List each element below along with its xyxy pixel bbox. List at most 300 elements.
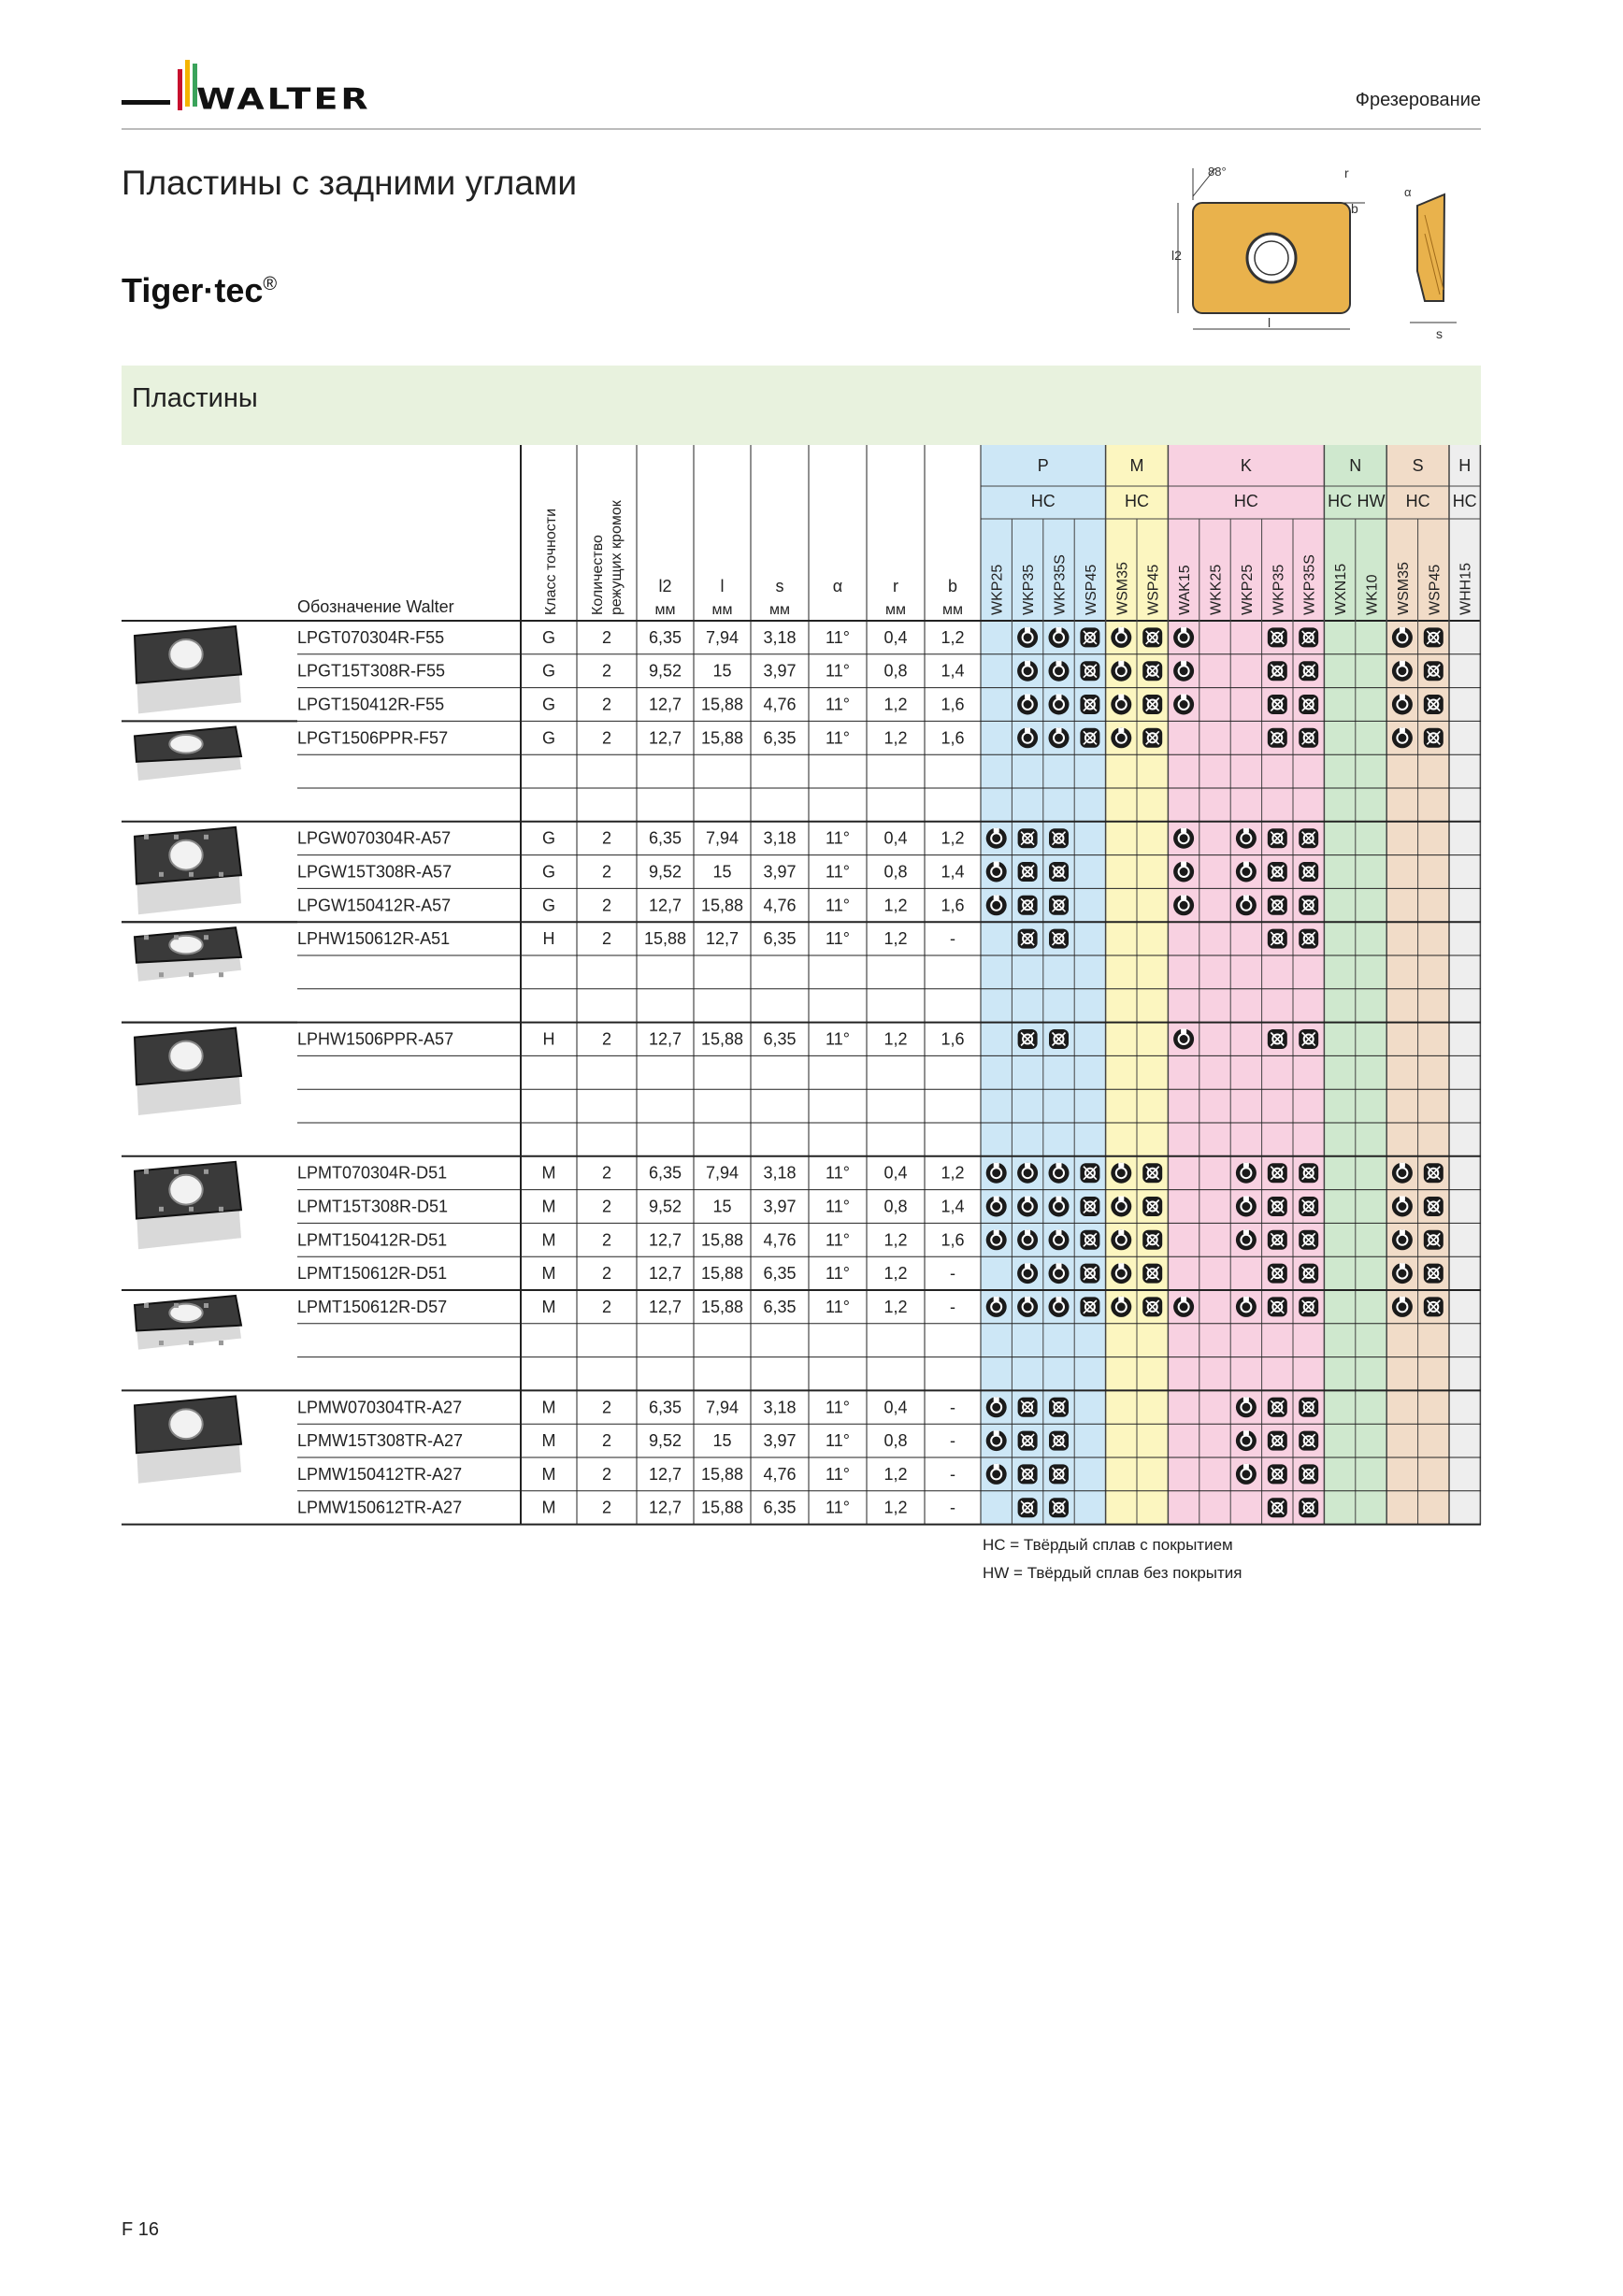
table-row: [297, 1465, 955, 1484]
main-use-icon: [1049, 1263, 1070, 1284]
insert-designation: LPGT070304R-F55: [297, 627, 445, 647]
cell-value: 1,2: [883, 1297, 908, 1316]
cell-value: G: [541, 896, 556, 915]
alternative-use-icon: [1299, 1464, 1318, 1484]
main-use-icon: [1049, 627, 1070, 648]
main-use-icon: [986, 1297, 1007, 1317]
cell-value: 12,7: [648, 896, 682, 915]
cell-value: 6,35: [648, 627, 682, 647]
alternative-use-icon: [1018, 896, 1038, 915]
main-use-icon: [1392, 1229, 1413, 1250]
alternative-use-icon: [1299, 1398, 1318, 1417]
alternative-use-icon: [1142, 728, 1162, 748]
cell-value: M: [541, 1264, 556, 1284]
main-use-icon: [1236, 1197, 1257, 1217]
main-use-icon: [1236, 1163, 1257, 1184]
cell-value: -: [950, 929, 955, 949]
main-use-icon: [1017, 1263, 1038, 1284]
table-row: [297, 1398, 955, 1416]
cell-value: 2: [601, 1029, 612, 1049]
col-header-l: l: [720, 577, 725, 596]
grade-header-wkp35s: WKP35S: [1301, 554, 1318, 615]
main-use-icon: [1173, 661, 1194, 682]
insert-designation: LPMT070304R-D51: [297, 1163, 448, 1183]
cell-value: -: [950, 1431, 955, 1451]
table-row: [297, 1164, 965, 1183]
cell-value: 6,35: [648, 1163, 682, 1183]
main-use-icon: [1049, 1163, 1070, 1184]
cell-value: 11°: [826, 896, 850, 915]
cell-value: 1,4: [941, 661, 965, 681]
table-row: [297, 628, 965, 647]
cell-value: 11°: [826, 661, 850, 681]
walter-logo-text: WALTER: [196, 82, 371, 117]
cell-value: 11°: [826, 1264, 850, 1284]
alternative-use-icon: [1299, 1230, 1318, 1250]
cell-value: 15,88: [700, 896, 744, 915]
diagram-alpha-label: α: [1404, 185, 1412, 199]
col-header-s: s: [775, 577, 784, 596]
alternative-use-icon: [1268, 1230, 1287, 1250]
cell-value: M: [541, 1498, 556, 1517]
diagram-angle-label: 88°: [1208, 165, 1227, 179]
col-header-l2: l2: [658, 577, 672, 596]
grade-header-wsm35: WSM35: [1395, 562, 1412, 615]
alternative-use-icon: [1018, 1029, 1038, 1049]
main-use-icon: [1392, 1263, 1413, 1284]
group-sub-hc: HC: [1328, 492, 1353, 510]
alternative-use-icon: [1018, 1431, 1038, 1451]
cell-value: 6,35: [763, 728, 797, 748]
alternative-use-icon: [1424, 728, 1443, 748]
cell-value: 11°: [826, 1297, 850, 1316]
table-row: [297, 929, 955, 948]
cell-value: 1,6: [941, 1029, 965, 1049]
cell-value: G: [541, 695, 556, 714]
product-line-name: Tiger·tec: [122, 271, 264, 309]
cell-value: 15,88: [700, 695, 744, 714]
cell-value: 3,18: [763, 1163, 797, 1183]
cell-value: 2: [601, 1297, 612, 1316]
alternative-use-icon: [1299, 929, 1318, 949]
cell-value: 11°: [826, 1498, 850, 1517]
cell-value: 11°: [826, 1197, 850, 1216]
group-label-N: N: [1349, 456, 1362, 475]
cell-value: 11°: [826, 1464, 850, 1484]
insert-designation: LPMW150612TR-A27: [297, 1498, 463, 1517]
alternative-use-icon: [1049, 1464, 1069, 1484]
insert-image: [135, 1162, 241, 1249]
cell-value: M: [541, 1297, 556, 1316]
cell-value: 3,97: [763, 1431, 797, 1451]
cell-value: 2: [601, 1230, 612, 1250]
main-use-icon: [1049, 727, 1070, 748]
table-row: [297, 728, 965, 747]
diagram-b-label: b: [1351, 201, 1358, 216]
cell-value: 12,7: [648, 1464, 682, 1484]
main-use-icon: [1049, 661, 1070, 682]
grade-header-wsp45: WSP45: [1427, 564, 1443, 615]
main-use-icon: [986, 1163, 1007, 1184]
main-use-icon: [1017, 695, 1038, 715]
cell-value: 15,88: [700, 1029, 744, 1049]
alternative-use-icon: [1268, 1297, 1287, 1316]
cell-value: 1,2: [883, 1464, 908, 1484]
cell-value: 2: [601, 1264, 612, 1284]
alternative-use-icon: [1049, 929, 1069, 949]
table-row: [297, 1298, 955, 1316]
insert-image: [135, 927, 241, 982]
cell-value: 11°: [826, 862, 850, 882]
cell-value: 2: [601, 929, 612, 949]
cell-value: 15,88: [700, 1230, 744, 1250]
cell-value: 2: [601, 1464, 612, 1484]
main-use-icon: [1017, 727, 1038, 748]
alternative-use-icon: [1049, 1398, 1069, 1417]
insert-image: [135, 1028, 241, 1115]
section-label: Фрезерование: [1355, 90, 1481, 110]
alternative-use-icon: [1299, 1297, 1318, 1316]
cell-value: 1,2: [883, 1498, 908, 1517]
alternative-use-icon: [1268, 862, 1287, 882]
cell-value: 15: [712, 1431, 732, 1451]
cell-value: M: [541, 1398, 556, 1417]
main-use-icon: [1392, 1197, 1413, 1217]
diagram-l2-label: l2: [1171, 248, 1182, 263]
col-header-unit: мм: [711, 602, 733, 618]
insert-designation: LPGT150412R-F55: [297, 695, 445, 714]
insert-designation: LPMW15T308TR-A27: [297, 1431, 464, 1451]
alternative-use-icon: [1299, 1029, 1318, 1049]
alternative-use-icon: [1049, 1431, 1069, 1451]
cell-value: 2: [601, 1197, 612, 1216]
cell-value: G: [541, 728, 556, 748]
page-number: F 16: [122, 2219, 160, 2240]
cell-value: 15,88: [700, 1498, 744, 1517]
main-use-icon: [1173, 862, 1194, 883]
cell-value: G: [541, 627, 556, 647]
cell-value: 2: [601, 1431, 612, 1451]
grade-header-wkp35s: WKP35S: [1052, 554, 1069, 615]
cell-value: 15,88: [700, 1297, 744, 1316]
cell-value: 0,4: [883, 828, 908, 848]
alternative-use-icon: [1268, 1498, 1287, 1517]
cell-value: 2: [601, 1498, 612, 1517]
cell-value: 11°: [826, 1163, 850, 1183]
alternative-use-icon: [1142, 1264, 1162, 1284]
grade-header-wxn15: WXN15: [1333, 563, 1350, 615]
cell-value: 15: [712, 1197, 732, 1216]
grade-header-wk10: WK10: [1364, 574, 1381, 615]
cell-value: 15: [712, 862, 732, 882]
cell-value: -: [950, 1398, 955, 1417]
insert-designation: LPHW1506PPR-A57: [297, 1029, 454, 1049]
cell-value: 9,52: [648, 1431, 682, 1451]
main-use-icon: [1236, 1430, 1257, 1451]
alternative-use-icon: [1018, 828, 1038, 848]
grade-header-wsp45: WSP45: [1145, 564, 1162, 615]
cell-value: 12,7: [648, 728, 682, 748]
legend-hc: HC = Твёрдый сплав с покрытием: [983, 1536, 1233, 1554]
alternative-use-icon: [1299, 862, 1318, 882]
group-sub-hc: HC: [1233, 492, 1258, 510]
cell-value: 1,4: [941, 1197, 965, 1216]
main-use-icon: [1236, 1229, 1257, 1250]
cell-value: 0,8: [883, 661, 908, 681]
alternative-use-icon: [1018, 929, 1038, 949]
group-sub-hw: HW: [1357, 492, 1386, 510]
cell-value: 12,7: [648, 695, 682, 714]
cell-value: 6,35: [648, 828, 682, 848]
main-use-icon: [1111, 1263, 1131, 1284]
main-use-icon: [1111, 661, 1131, 682]
cell-value: 0,8: [883, 862, 908, 882]
cell-value: 3,18: [763, 828, 797, 848]
cell-value: 1,2: [941, 828, 965, 848]
cell-value: 11°: [826, 1398, 850, 1417]
cell-value: 4,76: [763, 695, 797, 714]
main-use-icon: [1392, 627, 1413, 648]
main-use-icon: [986, 1229, 1007, 1250]
main-use-icon: [1173, 895, 1194, 915]
cell-value: 12,7: [648, 1230, 682, 1250]
cell-value: 12,7: [648, 1264, 682, 1284]
cell-value: 11°: [826, 695, 850, 714]
table-row: [297, 1431, 955, 1450]
group-sub-hc: HC: [1030, 492, 1056, 510]
cell-value: G: [541, 661, 556, 681]
cell-value: 6,35: [763, 1297, 797, 1316]
grade-header-wkp35: WKP35: [1021, 564, 1038, 615]
group-label-S: S: [1412, 456, 1424, 475]
cell-value: 2: [601, 1398, 612, 1417]
col-header-alpha: α: [832, 577, 843, 596]
alternative-use-icon: [1080, 1197, 1099, 1216]
main-use-icon: [1392, 1163, 1413, 1184]
table-row: [297, 896, 965, 914]
main-use-icon: [986, 1397, 1007, 1417]
alternative-use-icon: [1299, 1163, 1318, 1183]
alternative-use-icon: [1018, 862, 1038, 882]
alternative-use-icon: [1268, 929, 1287, 949]
main-use-icon: [1111, 1163, 1131, 1184]
cell-value: 1,2: [883, 896, 908, 915]
cell-value: 11°: [826, 728, 850, 748]
col-header-edges-2: режущих кромок: [609, 500, 625, 615]
alternative-use-icon: [1268, 1264, 1287, 1284]
alternative-use-icon: [1268, 695, 1287, 714]
table-row: [297, 1030, 965, 1049]
table-row: [297, 696, 965, 714]
cell-value: 15,88: [643, 929, 687, 949]
grade-header-wsp45: WSP45: [1083, 564, 1099, 615]
alternative-use-icon: [1142, 1197, 1162, 1216]
page-title: Пластины с задними углами: [122, 164, 578, 202]
cell-value: H: [542, 929, 555, 949]
insert-designation: LPMW150412TR-A27: [297, 1464, 463, 1484]
alternative-use-icon: [1080, 728, 1099, 748]
table-row: [297, 662, 965, 681]
col-header-unit: мм: [942, 602, 963, 618]
alternative-use-icon: [1424, 1230, 1443, 1250]
alternative-use-icon: [1268, 1197, 1287, 1216]
cell-value: 9,52: [648, 661, 682, 681]
cell-value: -: [950, 1264, 955, 1284]
alternative-use-icon: [1299, 661, 1318, 681]
cell-value: -: [950, 1464, 955, 1484]
alternative-use-icon: [1268, 1431, 1287, 1451]
group-sub-hc: HC: [1125, 492, 1149, 510]
cell-value: 6,35: [763, 1498, 797, 1517]
alternative-use-icon: [1299, 1431, 1318, 1451]
main-use-icon: [1049, 1229, 1070, 1250]
legend-hw: HW = Твёрдый сплав без покрытия: [983, 1564, 1242, 1582]
alternative-use-icon: [1018, 1464, 1038, 1484]
group-sub-hc: HC: [1452, 492, 1477, 510]
grade-header-wkk25: WKK25: [1208, 564, 1225, 615]
alternative-use-icon: [1299, 1197, 1318, 1216]
alternative-use-icon: [1299, 695, 1318, 714]
cell-value: 9,52: [648, 862, 682, 882]
cell-value: 11°: [826, 1029, 850, 1049]
main-use-icon: [1111, 695, 1131, 715]
cell-value: 0,4: [883, 627, 908, 647]
alternative-use-icon: [1424, 1197, 1443, 1216]
alternative-use-icon: [1049, 862, 1069, 882]
group-sub-hc: HC: [1405, 492, 1430, 510]
cell-value: M: [541, 1197, 556, 1216]
grade-header-wkp25: WKP25: [989, 564, 1006, 615]
cell-value: 3,97: [763, 661, 797, 681]
grade-header-wsm35: WSM35: [1114, 562, 1131, 615]
alternative-use-icon: [1299, 896, 1318, 915]
insert-designation: LPGW070304R-A57: [297, 828, 452, 848]
table-row: [297, 1230, 965, 1249]
col-header-b: b: [947, 577, 958, 596]
main-use-icon: [1392, 727, 1413, 748]
insert-designation: LPMT150612R-D51: [297, 1264, 448, 1284]
cell-value: 3,18: [763, 1398, 797, 1417]
diagram-l-label: l: [1268, 315, 1271, 330]
cell-value: H: [542, 1029, 555, 1049]
main-use-icon: [1173, 1029, 1194, 1050]
cell-value: 0,4: [883, 1163, 908, 1183]
insert-designation: LPGT1506PPR-F57: [297, 728, 449, 748]
alternative-use-icon: [1080, 1163, 1099, 1183]
alternative-use-icon: [1049, 1029, 1069, 1049]
alternative-use-icon: [1299, 728, 1318, 748]
alternative-use-icon: [1424, 627, 1443, 647]
cell-value: 1,2: [883, 728, 908, 748]
cell-value: 4,76: [763, 1464, 797, 1484]
cell-value: -: [950, 1498, 955, 1517]
insert-designation: LPHW150612R-A51: [297, 929, 451, 949]
cell-value: 1,6: [941, 728, 965, 748]
main-use-icon: [1173, 695, 1194, 715]
alternative-use-icon: [1268, 728, 1287, 748]
alternative-use-icon: [1018, 1498, 1038, 1517]
section-band-title: Пластины: [132, 383, 258, 413]
col-header-unit: мм: [654, 602, 676, 618]
cell-value: 6,35: [648, 1398, 682, 1417]
main-use-icon: [986, 828, 1007, 849]
alternative-use-icon: [1049, 828, 1069, 848]
insert-designation: LPMT150612R-D57: [297, 1297, 448, 1316]
main-use-icon: [986, 1430, 1007, 1451]
insert-designation: LPMT150412R-D51: [297, 1230, 448, 1250]
group-label-K: K: [1240, 456, 1252, 475]
cell-value: 0,8: [883, 1197, 908, 1216]
cell-value: 7,94: [705, 627, 740, 647]
cell-value: 1,2: [883, 1264, 908, 1284]
cell-value: 1,4: [941, 862, 965, 882]
alternative-use-icon: [1268, 1464, 1287, 1484]
main-use-icon: [1111, 1229, 1131, 1250]
alternative-use-icon: [1268, 1029, 1287, 1049]
main-use-icon: [1392, 1297, 1413, 1317]
main-use-icon: [1017, 1229, 1038, 1250]
alternative-use-icon: [1268, 828, 1287, 848]
table-row: [297, 829, 965, 848]
main-use-icon: [1236, 828, 1257, 849]
cell-value: 3,97: [763, 862, 797, 882]
cell-value: 4,76: [763, 1230, 797, 1250]
col-header-r: r: [893, 577, 898, 596]
cell-value: M: [541, 1230, 556, 1250]
cell-value: 1,6: [941, 896, 965, 915]
main-use-icon: [986, 862, 1007, 883]
cell-value: 7,94: [705, 1163, 740, 1183]
col-header-unit: мм: [769, 602, 790, 618]
cell-value: 0,8: [883, 1431, 908, 1451]
cell-value: 1,2: [883, 1029, 908, 1049]
alternative-use-icon: [1299, 1498, 1318, 1517]
cell-value: 11°: [826, 1431, 850, 1451]
cell-value: 2: [601, 661, 612, 681]
col-header-tolerance: Класс точности: [543, 508, 559, 615]
insert-designation: LPGW15T308R-A57: [297, 862, 452, 882]
main-use-icon: [1236, 862, 1257, 883]
cell-value: 6,35: [763, 929, 797, 949]
group-label-M: M: [1129, 456, 1144, 475]
cell-value: G: [541, 828, 556, 848]
cell-value: 12,7: [648, 1498, 682, 1517]
cell-value: 9,52: [648, 1197, 682, 1216]
cell-value: 15,88: [700, 1264, 744, 1284]
alternative-use-icon: [1080, 661, 1099, 681]
alternative-use-icon: [1299, 627, 1318, 647]
cell-value: 1,2: [941, 1163, 965, 1183]
diagram-r-label: r: [1344, 165, 1349, 180]
main-use-icon: [1017, 661, 1038, 682]
alternative-use-icon: [1049, 896, 1069, 915]
grade-header-whh15: WHH15: [1458, 562, 1474, 615]
cell-value: 3,18: [763, 627, 797, 647]
cell-value: M: [541, 1464, 556, 1484]
cell-value: 15: [712, 661, 732, 681]
main-use-icon: [1111, 727, 1131, 748]
cell-value: -: [950, 1297, 955, 1316]
cell-value: 2: [601, 862, 612, 882]
insert-image: [135, 1296, 241, 1350]
insert-image: [135, 1396, 241, 1483]
alternative-use-icon: [1424, 695, 1443, 714]
main-use-icon: [1236, 1464, 1257, 1485]
alternative-use-icon: [1424, 1264, 1443, 1284]
group-label-H: H: [1458, 456, 1472, 475]
cell-value: 2: [601, 695, 612, 714]
cell-value: 2: [601, 627, 612, 647]
